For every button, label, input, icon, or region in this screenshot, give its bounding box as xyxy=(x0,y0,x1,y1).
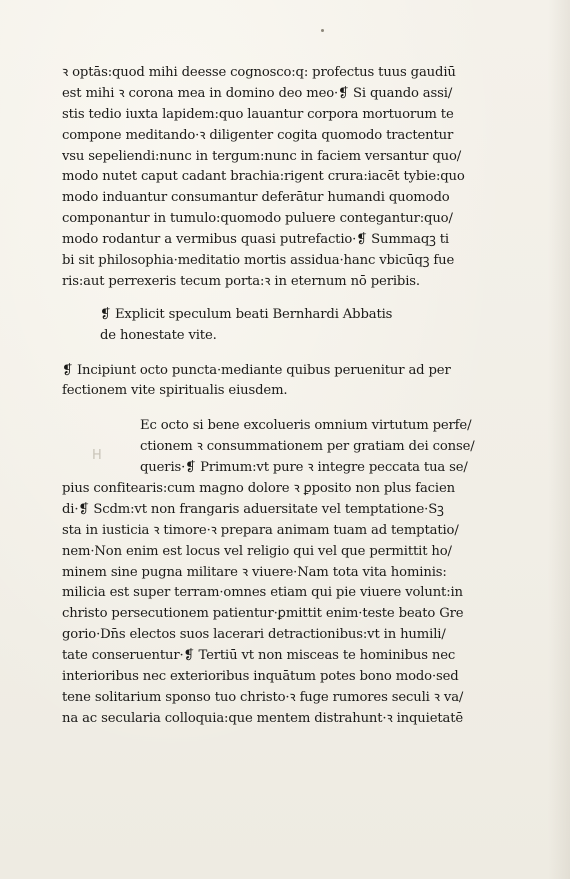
body-line: milicia est super terram·omnes etiam qui pie viuere volunt:in xyxy=(62,585,463,601)
spacer xyxy=(62,347,477,361)
body-line: interioribus nec exterioribus inquātum potes bono modo·sed xyxy=(62,669,459,685)
text-line: stis tedio iuxta lapidem:quo lauantur corpora mortuorum te xyxy=(62,106,454,122)
body-line-indented: queris·❡ Primum:vt pure ꝛ integre peccata tua se/ xyxy=(140,460,468,476)
body-line: gorio·Dn̄s electos suos lacerari detractionibus:vt in humili/ xyxy=(62,627,446,643)
text-line: ris:aut perrexeris tecum porta:ꝛ in eternum nō peribis. xyxy=(62,273,420,289)
text-line: bi sit philosophia·meditatio mortis assidua·hanc vbicūqꝫ fue xyxy=(62,253,455,269)
body-line: minem sine pugna militare ꝛ viuere·Nam tota vita hominis: xyxy=(62,564,447,580)
incipit-line: fectionem vite spiritualis eiusdem. xyxy=(62,383,288,399)
margin-note: H xyxy=(92,448,102,463)
incipit-line: ❡ Incipiunt octo puncta·mediante quibus peruenitur ad per xyxy=(62,362,451,378)
text-line: componantur in tumulo:quomodo puluere contegantur:quo/ xyxy=(62,211,453,227)
body-line: tate conseruentur·❡ Tertiū vt non misceas te hominibus nec xyxy=(62,648,456,664)
text-line: ꝛ optās:quod mihi deesse cognosco:q: profectus tuus gaudiū xyxy=(62,65,456,80)
body-line: di·❡ Scdm:vt non frangaris aduersitate vel temptatione·Sꝫ xyxy=(62,501,444,517)
text-line: compone meditando·ꝛ diligenter cogita quomodo tractentur xyxy=(62,127,454,143)
explicit-line: ❡ Explicit speculum beati Bernhardi Abbatis xyxy=(100,306,393,322)
text-line: est mihi ꝛ corona mea in domino deo meo·❡ Si quando assi/ xyxy=(62,85,453,101)
spacer xyxy=(62,402,477,416)
body-line: nem·Non enim est locus vel religio qui vel que permittit ho/ xyxy=(62,543,452,559)
body-line: sta in iusticia ꝛ timore·ꝛ prepara animam tuam ad temptatio/ xyxy=(62,522,459,538)
text-line: modo rodantur a vermibus quasi putrefactio·❡ Summaqꝫ ti xyxy=(62,232,449,248)
ink-speck xyxy=(321,29,324,32)
spacer xyxy=(62,293,477,305)
text-line: modo induantur consumantur deferātur humandi quomodo xyxy=(62,190,450,206)
text-line: vsu sepeliendi:nunc in tergum:nunc in faciem versantur quo/ xyxy=(62,148,462,164)
page-gutter-shadow xyxy=(548,0,570,879)
body-line: pius confitearis:cum magno dolore ꝛ ꝑposito non plus facien xyxy=(62,481,455,497)
body-line: tene solitarium sponso tuo christo·ꝛ fuge rumores seculi ꝛ va/ xyxy=(62,689,464,705)
body-line-indented: Ec octo si bene excolueris omnium virtutum perfe/ xyxy=(140,418,472,434)
body-line: na ac secularia colloquia:que mentem distrahunt·ꝛ inquietatē xyxy=(62,710,464,726)
body-line: christo persecutionem patientur·ꝑmittit enim·teste beato Gre xyxy=(62,606,464,622)
explicit-line: de honestate vite. xyxy=(100,327,217,343)
text-line: modo nutet caput cadant brachia:rigent crura:iacēt tybie:quo xyxy=(62,169,465,185)
printed-text-block xyxy=(62,63,477,730)
body-line-indented: ctionem ꝛ consummationem per gratiam dei conse/ xyxy=(140,439,475,455)
